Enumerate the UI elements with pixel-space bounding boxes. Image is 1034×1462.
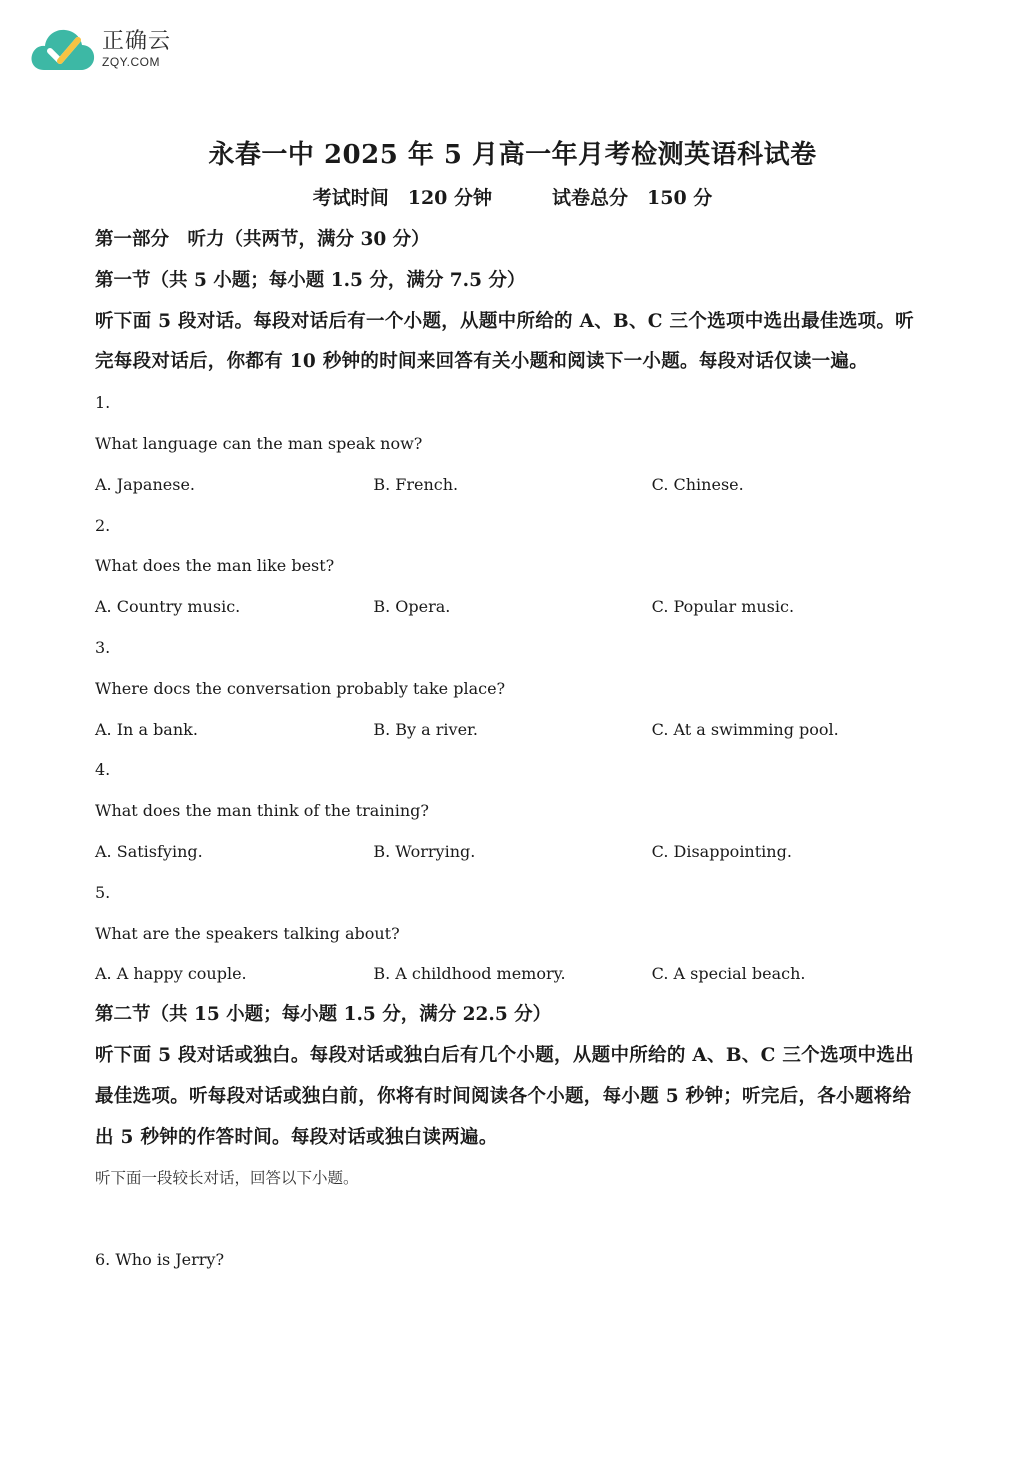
option-c: C. At a swimming pool.: [651, 719, 839, 739]
option-c: C. Disappointing.: [651, 841, 792, 861]
section2-instructions: 听下面 5 段对话或独白。每段对话或独白后有几个小题，从题中所给的 A、B、C 三个选项中选出最佳选项。听每段对话或独白前，你将有时间阅读各个小题，每小题 5 秒钟；听完后，各小题将给出 5 秒钟的作答时间。每段对话或独白读两遍。: [95, 1044, 914, 1148]
option-b: B. Opera.: [373, 597, 451, 617]
question-text: Where docs the conversation probably take place?: [95, 678, 506, 698]
options-row: [95, 710, 930, 751]
option-b: B. French.: [373, 474, 459, 494]
question-text: What does the man like best?: [95, 556, 335, 576]
option-a: A. A happy couple.: [95, 964, 247, 984]
exam-title: 永春一中 2025 年 5 月高一年月考检测英语科试卷: [208, 140, 817, 170]
question-6-text: 6. Who is Jerry?: [95, 1249, 225, 1269]
logo-name: 正确云: [102, 28, 172, 54]
exam-meta: [95, 176, 930, 220]
cloud-check-icon: [30, 24, 96, 74]
option-c: C. Popular music.: [651, 597, 795, 617]
option-a: A. In a bank.: [95, 719, 198, 739]
question-number: 5.: [95, 882, 111, 902]
question-1: [95, 383, 930, 505]
question-text: What does the man think of the training?: [95, 801, 429, 821]
question-text: What are the speakers talking about?: [95, 923, 400, 943]
options-row: [95, 465, 930, 506]
logo: [30, 24, 171, 74]
exam-time: 考试时间 120 分钟: [312, 187, 492, 209]
section2-heading: 第二节（共 15 小题；每小题 1.5 分，满分 22.5 分）: [95, 1004, 552, 1026]
option-b: B. A childhood memory.: [373, 964, 566, 984]
question-text: What language can the man speak now?: [95, 433, 423, 453]
option-a: A. Japanese.: [95, 474, 195, 494]
options-row: [95, 954, 930, 995]
question-2: [95, 506, 930, 628]
question-number: 2.: [95, 515, 111, 535]
options-row: [95, 587, 930, 628]
option-a: A. Satisfying.: [95, 841, 203, 861]
question-number: 4.: [95, 760, 111, 780]
options-row: [95, 832, 930, 873]
question-number: 3.: [95, 637, 111, 657]
question-number: 1.: [95, 393, 111, 413]
logo-domain: ZQY.COM: [102, 54, 160, 69]
question-4: [95, 750, 930, 872]
part1-heading: 第一部分 听力（共两节，满分 30 分）: [95, 229, 430, 250]
blank-line: [95, 1199, 930, 1240]
question-3: [95, 628, 930, 750]
exam-paper: [95, 136, 930, 1281]
exam-score: 试卷总分 150 分: [552, 187, 713, 209]
option-c: C. A special beach.: [651, 964, 806, 984]
question-5: [95, 873, 930, 995]
section1-instructions: 听下面 5 段对话。每段对话后有一个小题，从题中所给的 A、B、C 三个选项中选出最佳选项。听完每段对话后，你都有 10 秒钟的时间来回答有关小题和阅读下一小题。每段对话仅读一遍。: [95, 310, 914, 373]
section1-heading: 第一节（共 5 小题；每小题 1.5 分，满分 7.5 分）: [95, 269, 526, 291]
section2-prompt: 听下面一段较长对话，回答以下小题。: [95, 1169, 359, 1188]
option-a: A. Country music.: [95, 597, 241, 617]
option-b: B. By a river.: [373, 719, 479, 739]
option-b: B. Worrying.: [373, 841, 476, 861]
option-c: C. Chinese.: [651, 474, 744, 494]
